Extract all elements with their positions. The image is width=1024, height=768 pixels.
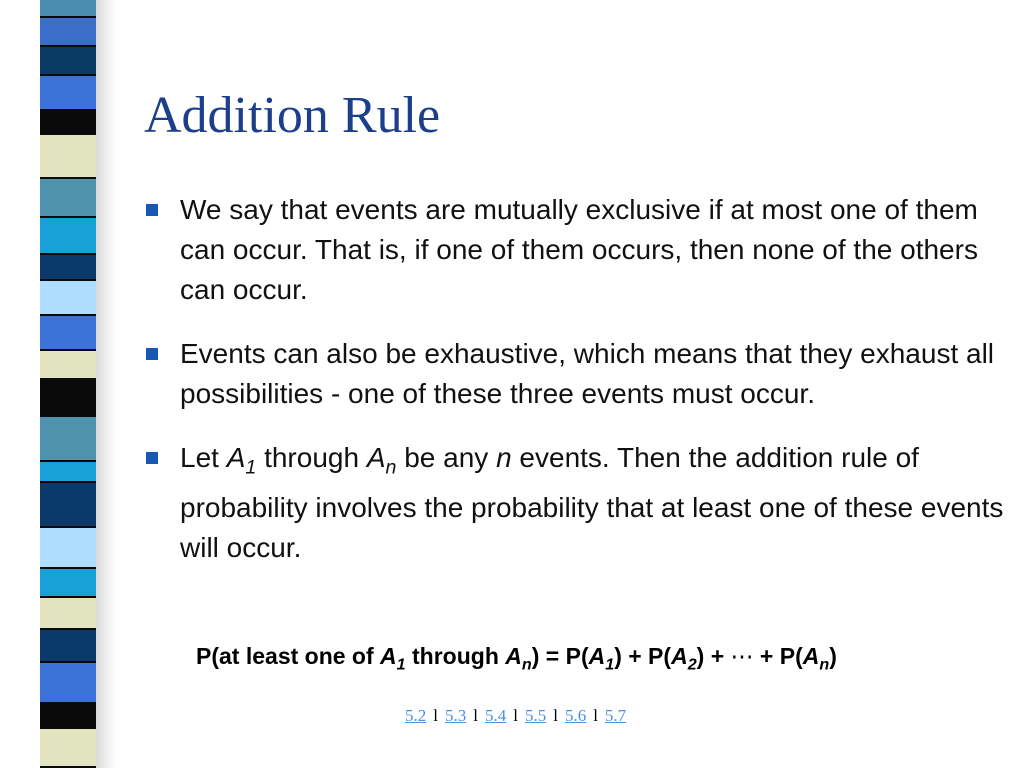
nav-link-5-7[interactable]: 5.7 [604,706,627,725]
nav-separator: l [553,706,558,725]
stripe-block [40,47,96,76]
stripe-block [40,630,96,663]
stripe-block [40,255,96,280]
nav-link-5-6[interactable]: 5.6 [564,706,587,725]
nav-separator: l [593,706,598,725]
stripe-shadow [96,0,116,768]
nav-separator: l [473,706,478,725]
nav-link-5-5[interactable]: 5.5 [524,706,547,725]
nav-link-5-4[interactable]: 5.4 [484,706,507,725]
bullet-text: We say that events are mutually exclusive if at most one of them can occur. That is, if one of them occurs, then none of the others can occur. [180,194,978,305]
stripe-block [40,704,96,729]
bullet-item [144,190,1004,310]
slide-title: Addition Rule [144,87,441,144]
stripe-block [40,218,96,255]
stripe-block [40,528,96,569]
decorative-stripe [40,0,96,768]
bullet-square-icon [146,348,158,360]
nav-link-5-2[interactable]: 5.2 [405,706,427,725]
stripe-block [40,380,96,417]
nav-separator: l [433,706,438,725]
stripe-block [40,111,96,134]
stripe-block [40,417,96,462]
stripe-block [40,76,96,111]
stripe-block [40,598,96,629]
stripe-block [40,179,96,218]
stripe-block [40,569,96,598]
stripe-block [40,135,96,180]
nav-separator: l [513,706,518,725]
slide-navigation [405,706,626,726]
bullet-item [144,438,1004,568]
stripe-block [40,281,96,316]
stripe-block [40,663,96,704]
slide-margin [0,0,40,768]
addition-rule-formula: P(at least one of $A_1$ through $A_n) = P(A_1) + P(A_2)$ + ⋯ + $P(A_n)$ [196,643,837,674]
bullet-item [144,334,1004,414]
stripe-block [40,351,96,380]
bullet-square-icon [146,452,158,464]
stripe-block [40,0,96,18]
stripe-block [40,729,96,768]
bullet-text: Events can also be exhaustive, which means that they exhaust all possibilities - one of these three events must occur. [180,338,995,409]
bullet-square-icon [146,204,158,216]
stripe-block [40,483,96,528]
stripe-block [40,316,96,351]
stripe-block [40,18,96,47]
stripe-block [40,462,96,483]
nav-link-5-3[interactable]: 5.3 [444,706,467,725]
bullet-text: Let $A_1$ through $A_n$ be any n events. Then the addition rule of probability involves the probability that at least one of these events will occur. [180,442,1004,563]
bullet-list [144,190,1004,592]
